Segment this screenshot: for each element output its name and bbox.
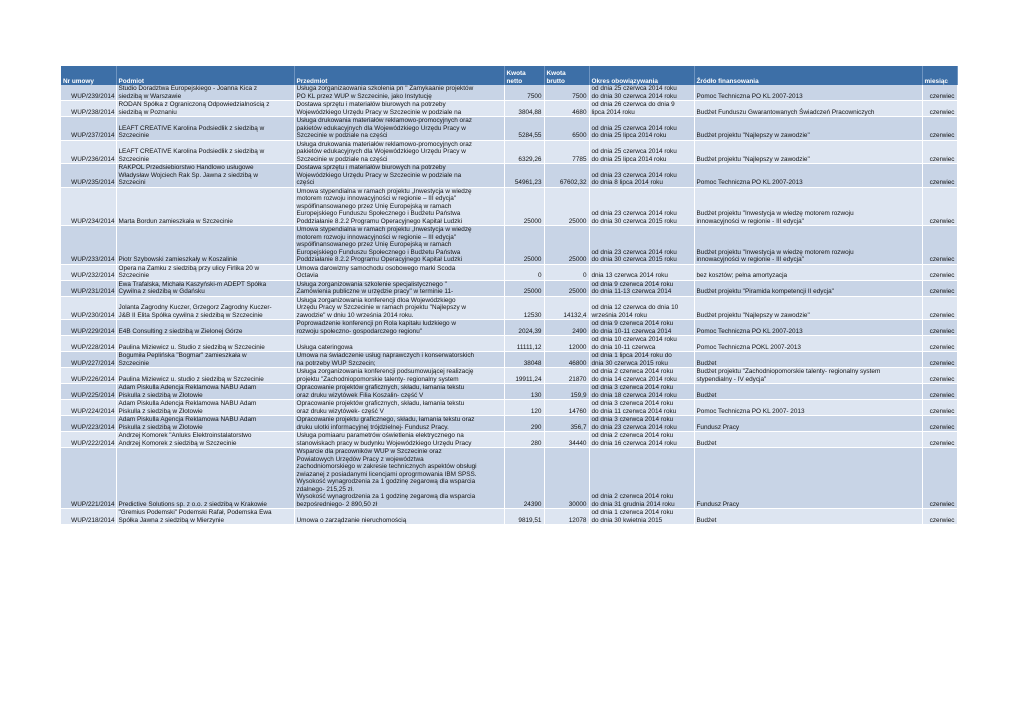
table-row — [61, 400, 957, 416]
table-row — [61, 187, 957, 226]
cell-przedmiot: Opracowanie projektu graficznego, składu, łamania tekstu oraz druku ulotki informacyjnej trójdzielnej- Fundusz Pracy. — [294, 416, 504, 432]
cell-przedmiot: Umowa stypendialna w ramach projektu „Inwestycja w wiedzę motorem rozwoju innowacyjności w regionie – III edycja" współfinansowanego przez Unię Europejską w ramach Europejskiego Funduszu Społecznego i Budżetu Państwa Poddziałanie 8.2.2 Programu Operacyjnego Kapitał Ludzki — [294, 226, 504, 265]
table-row — [61, 352, 957, 368]
table-row — [61, 117, 957, 141]
cell-przedmiot: Umowa stypendialna w ramach projektu „Inwestycja w wiedzę motorem rozwoju innowacyjności w regionie – III edycja" współfinansowanego przez Unię Europejską w ramach Europejskiego Funduszu Społecznego i Budżetu Państwa Poddziałanie 8.2.2 Programu Operacyjnego Kapitał Ludzki — [294, 187, 504, 226]
cell-kwota-netto: 290 — [504, 416, 544, 432]
cell-miesiac: czerwiec — [922, 164, 957, 188]
cell-podmiot: Adam Piskulla Adencja Reklamowa NABU Adam Piskulla z siedzibą w Złotowie — [116, 400, 294, 416]
cell-miesiac: czerwiec — [922, 448, 957, 509]
cell-kwota-brutto: 34440 — [544, 432, 589, 448]
cell-miesiac: czerwiec — [922, 85, 957, 101]
cell-przedmiot: Dostawa sprzętu i materiałów biurowych na potrzeby Wojewódzkiego Urzędu Pracy w Szczecinie w podziale na — [294, 101, 504, 117]
cell-przedmiot: Umowa darowizny samochodu osobowego marki Scoda Octavia — [294, 264, 504, 280]
cell-miesiac: czerwiec — [922, 226, 957, 265]
cell-okres: od dnia 23 czerwca 2014 roku do dnia 8 lipca 2014 roku — [589, 164, 694, 188]
cell-przedmiot: Usługa zorganizowania szkolenie specjalistycznego " Zamówienia publiczne w urzędzie pracy" w terminie 11- — [294, 280, 504, 296]
table-row — [61, 336, 957, 352]
cell-kwota-brutto: 25000 — [544, 226, 589, 265]
cell-nr-umowy: WUP/230/2014 — [61, 296, 116, 320]
cell-kwota-netto: 3804,88 — [504, 101, 544, 117]
cell-zrodlo: Pomoc Techniczna PO KL 2007-2013 — [694, 320, 922, 336]
cell-przedmiot: Poprowadzenie konferencji pn Rola kapitału ludzkiego w rozwoju społeczno- gospodarczego regionu" — [294, 320, 504, 336]
cell-miesiac: czerwiec — [922, 264, 957, 280]
cell-podmiot: Jolanta Zagrodny Kuczer, Grzegorz Zagrodny Kuczer- J&B II Elita Spółka cywilna z siedzibą w Szczecinie — [116, 296, 294, 320]
cell-kwota-netto: 25000 — [504, 226, 544, 265]
cell-okres: od dnia 25 czerwca 2014 roku do dnia 25 lipca 2014 roku — [589, 140, 694, 164]
cell-kwota-brutto: 12078 — [544, 509, 589, 525]
cell-okres: od dnia 10 czerwca 2014 roku do dnia 10-11 czerwca — [589, 336, 694, 352]
cell-nr-umowy: WUP/225/2014 — [61, 384, 116, 400]
cell-okres: od dnia 2 czerwca 2014 roku do dnia 16 czerwca 2014 roku — [589, 432, 694, 448]
cell-podmiot: "Gremius Podemski" Podemski Rafał, Podemska Ewa Spółka Jawna z siedzibą w Mierzynie — [116, 509, 294, 525]
header-przedmiot: Przedmiot — [294, 66, 504, 85]
cell-przedmiot: Opracowanie projektów graficznych, składu, łamania tekstu oraz druku wizytówek Filia Koszalin- część V — [294, 384, 504, 400]
cell-nr-umowy: WUP/238/2014 — [61, 101, 116, 117]
cell-okres: od dnia 3 czerwca 2014 roku do dnia 23 czerwca 2014 roku — [589, 416, 694, 432]
table-row — [61, 101, 957, 117]
header-kwota-brutto: Kwota brutto — [544, 66, 589, 85]
cell-okres: od dnia 25 czerwca 2014 roku do dnia 25 lipca 2014 roku — [589, 117, 694, 141]
cell-okres: dnia 13 czerwca 2014 roku — [589, 264, 694, 280]
cell-zrodlo: Pomoc Techniczna PO KL 2007-2013 — [694, 164, 922, 188]
cell-przedmiot: Dostawa sprzętu i materiałów biurowych na potrzeby Wojewódzkiego Urzędu Pracy w Szczecinie w podziale na części — [294, 164, 504, 188]
cell-przedmiot: Wsparcie dla pracowników WUP w Szczecinie oraz Powiatowych Urzędów Pracy z województwa zachodniomorskiego w zakresie technicznych aspektów obsługi zwiazanej z posiadanymi licencjami oprogrmowania IBM SPSS. Wysokość wynagrodzenia za 1 godzinę zegarową dla wsparcia zdalnego- 215,25 zł. Wysokość wynagrodzenia za 1 godzinę zegarową dla wsparcia bezpośredniego- 2 890,50 zł — [294, 448, 504, 509]
cell-kwota-brutto: 159,9 — [544, 384, 589, 400]
cell-zrodlo: Budżet projektu "Piramida kompetencji II edycja" — [694, 280, 922, 296]
cell-kwota-netto: 38048 — [504, 352, 544, 368]
cell-zrodlo: Pomoc Techniczna PO KL 2007-2013 — [694, 85, 922, 101]
cell-kwota-brutto: 46800 — [544, 352, 589, 368]
table-row — [61, 320, 957, 336]
cell-przedmiot: Umowa o zarządzanie nieruchomością — [294, 509, 504, 525]
cell-miesiac: czerwiec — [922, 384, 957, 400]
cell-kwota-netto: 24390 — [504, 448, 544, 509]
cell-podmiot: Paulina Miziewicz u. Studio z siedzibą w Szczecinie — [116, 336, 294, 352]
cell-podmiot: LEAFT CREATIVE Karolina Podsiedlik z siedzibą w Szczecinie — [116, 140, 294, 164]
cell-podmiot: LEAFT CREATIVE Karolina Podsiedlik z siedzibą w Szczecinie — [116, 117, 294, 141]
cell-nr-umowy: WUP/235/2014 — [61, 164, 116, 188]
cell-kwota-netto: 9819,51 — [504, 509, 544, 525]
cell-kwota-brutto: 0 — [544, 264, 589, 280]
cell-okres: od dnia 9 czerwca 2014 roku do dnia 10-11 czerwca 2014 — [589, 320, 694, 336]
cell-zrodlo: Budżet — [694, 432, 922, 448]
cell-okres: od dnia 23 czerwca 2014 roku do dnia 30 czerwca 2015 roku — [589, 187, 694, 226]
cell-okres: od dnia 25 czerwca 2014 roku do dnia 30 czerwca 2014 roku — [589, 85, 694, 101]
cell-miesiac: czerwiec — [922, 336, 957, 352]
header-row — [61, 66, 957, 85]
cell-podmiot: RAKPOL Przedsiebiorstwo Handlowo usługowe Władysław Wojciech Rak Sp. Jawna z siedzibą w Szczecini — [116, 164, 294, 188]
contracts-table — [61, 66, 958, 525]
cell-nr-umowy: WUP/233/2014 — [61, 226, 116, 265]
cell-nr-umowy: WUP/228/2014 — [61, 336, 116, 352]
cell-miesiac: czerwiec — [922, 187, 957, 226]
cell-podmiot: E4B Consulting z siedzibą w Zielonej Górze — [116, 320, 294, 336]
cell-miesiac: czerwiec — [922, 320, 957, 336]
cell-miesiac: czerwiec — [922, 432, 957, 448]
cell-zrodlo: Pomoc Techniczna PO KL 2007- 2013 — [694, 400, 922, 416]
cell-zrodlo: Budżet projektu "Najlepszy w zawodzie" — [694, 117, 922, 141]
cell-podmiot: Marta Bordun zamieszkała w Szczecinie — [116, 187, 294, 226]
cell-przedmiot: Usługa zorganizaowania szkolenia pn " Zamykaanie projektów PO KL przez WUP w Szczecinie, jako Instytucję — [294, 85, 504, 101]
cell-kwota-netto: 130 — [504, 384, 544, 400]
cell-zrodlo: Budżet projektu "Najlepszy w zawodzie" — [694, 296, 922, 320]
cell-podmiot: Andrzej Komorek "Anluks Elektroinstalatorstwo Andrzej Komorek z siedzibą w Szczecinie — [116, 432, 294, 448]
cell-zrodlo: Budżet — [694, 384, 922, 400]
cell-okres: od dnia 12 czerwca do dnia 10 września 2014 roku — [589, 296, 694, 320]
cell-zrodlo: Budżet — [694, 509, 922, 525]
cell-przedmiot: Opracowanie projektów graficznych, składu, łamania tekstu oraz druku wizytówek- część V — [294, 400, 504, 416]
cell-nr-umowy: WUP/234/2014 — [61, 187, 116, 226]
cell-miesiac: czerwiec — [922, 140, 957, 164]
cell-nr-umowy: WUP/231/2014 — [61, 280, 116, 296]
cell-miesiac: czerwiec — [922, 352, 957, 368]
table-row — [61, 164, 957, 188]
cell-miesiac: czerwiec — [922, 117, 957, 141]
cell-kwota-netto: 280 — [504, 432, 544, 448]
cell-przedmiot: Usługa zorganizowania konferencji dloa Wojewódzkiego Urzędu Pracy w Szczecinie w ramach projektu "Najlepszy w zawodzie" w dniu 10 września 2014 roku. — [294, 296, 504, 320]
cell-kwota-brutto: 7500 — [544, 85, 589, 101]
cell-podmiot: Studio Doradztwa Europejskiego - Joanna Kica z siedzibą w Warszawie — [116, 85, 294, 101]
table-row — [61, 448, 957, 509]
cell-nr-umowy: WUP/227/2014 — [61, 352, 116, 368]
cell-okres: od dnia 3 czerwca 2014 roku do dnia 18 czerwca 2014 roku — [589, 384, 694, 400]
cell-zrodlo: Budżet Funduszu Gwarantowanych Świadczeń Pracowniczych — [694, 101, 922, 117]
cell-okres: od dnia 1 czerwca 2014 roku do dnia 30 kwietnia 2015 — [589, 509, 694, 525]
cell-miesiac: czerwiec — [922, 400, 957, 416]
cell-nr-umowy: WUP/218/2014 — [61, 509, 116, 525]
header-podmiot: Podmiot — [116, 66, 294, 85]
cell-podmiot: Adam Piskulla Agencja Reklamowa NABU Adam Piskulla z siedzibą w Złotowie — [116, 416, 294, 432]
cell-kwota-brutto: 14132,4 — [544, 296, 589, 320]
cell-nr-umowy: WUP/232/2014 — [61, 264, 116, 280]
header-okres: Okres obowiązywania — [589, 66, 694, 85]
cell-zrodlo: Pomoc Techniczna POKL 2007-2013 — [694, 336, 922, 352]
cell-nr-umowy: WUP/221/2014 — [61, 448, 116, 509]
cell-kwota-netto: 120 — [504, 400, 544, 416]
table-row — [61, 280, 957, 296]
cell-podmiot: Predictive Solutions sp. z o.o. z siedzibą w Krakowie — [116, 448, 294, 509]
cell-kwota-netto: 11111,12 — [504, 336, 544, 352]
cell-kwota-netto: 25000 — [504, 187, 544, 226]
header-miesiac: miesiąc — [922, 66, 957, 85]
header-nr-umowy: Nr umowy — [61, 66, 116, 85]
table-body — [61, 85, 957, 525]
contracts-sheet — [61, 66, 957, 525]
cell-okres: od dnia 2 czerwca 2014 roku do dnia 31 grudnia 2014 roku — [589, 448, 694, 509]
cell-nr-umowy: WUP/239/2014 — [61, 85, 116, 101]
cell-kwota-netto: 54961,23 — [504, 164, 544, 188]
cell-okres: od dnia 23 czerwca 2014 roku do dnia 30 czerwca 2015 roku — [589, 226, 694, 265]
cell-kwota-netto: 25000 — [504, 280, 544, 296]
cell-kwota-netto: 5284,55 — [504, 117, 544, 141]
cell-przedmiot: Usługa drukowania materiałów reklamowo-promocyjnych oraz pakietów edukacyjnych dla Wojewódzkiego Urzędu Pracy w Szczecinie w podziale na części — [294, 140, 504, 164]
cell-zrodlo: Budżet projektu "Inwestycja w wiedzę motorem rozwoju innowacyjności w regionie - III edycja" — [694, 226, 922, 265]
cell-przedmiot: Usługa cateringowa — [294, 336, 504, 352]
cell-miesiac: czerwiec — [922, 296, 957, 320]
cell-podmiot: Piotr Szybowski zamieszkały w Koszalinie — [116, 226, 294, 265]
cell-okres: od dnia 3 czerwca 2014 roku do dnia 11 czerwca 2014 roku — [589, 400, 694, 416]
table-row — [61, 416, 957, 432]
cell-podmiot: Paulina Miziewicz u. studio z siedzibą w Szczecinie — [116, 368, 294, 384]
cell-nr-umowy: WUP/223/2014 — [61, 416, 116, 432]
cell-przedmiot: Usługa pomiaaru parametrów oświetlenia elektrycznego na stanowiskach pracy w budynku Wojewódzkiego Urzędu Pracy — [294, 432, 504, 448]
cell-kwota-brutto: 6500 — [544, 117, 589, 141]
cell-przedmiot: Usługa drukowania materiałów reklamowo-promocyjnych oraz pakietów edukacyjnych dla Wojewódzkiego Urzędu Pracy w Szczecinie w podziale na części — [294, 117, 504, 141]
cell-kwota-netto: 0 — [504, 264, 544, 280]
cell-kwota-brutto: 67602,32 — [544, 164, 589, 188]
cell-zrodlo: Budżet projektu "Inwestycja w wiedzę motorem rozwoju innowacyjności w regionie - III edycja" — [694, 187, 922, 226]
cell-przedmiot: Usługa zorganizowania konferencji podsumowującej realizację projektu "Zachodniopomorskie talenty- regionalny system — [294, 368, 504, 384]
table-row — [61, 432, 957, 448]
cell-okres: od dnia 2 czerwca 2014 roku do dnia 14 czerwca 2014 roku — [589, 368, 694, 384]
cell-nr-umowy: WUP/222/2014 — [61, 432, 116, 448]
cell-miesiac: czerwiec — [922, 416, 957, 432]
table-row — [61, 509, 957, 525]
cell-nr-umowy: WUP/226/2014 — [61, 368, 116, 384]
cell-kwota-brutto: 30000 — [544, 448, 589, 509]
cell-kwota-brutto: 21870 — [544, 368, 589, 384]
header-kwota-netto: Kwota netto — [504, 66, 544, 85]
cell-podmiot: RODAN Spółka z Ograniczoną Odpowiedzialnością z siedzibą w Poznaniu — [116, 101, 294, 117]
cell-podmiot: Adam Piskulla Adencja Reklamowa NABU Adam Piskulla z siedzibą w Złotowie — [116, 384, 294, 400]
cell-nr-umowy: WUP/224/2014 — [61, 400, 116, 416]
table-row — [61, 368, 957, 384]
table-header — [61, 66, 957, 85]
cell-kwota-brutto: 25000 — [544, 280, 589, 296]
cell-kwota-netto: 6329,26 — [504, 140, 544, 164]
cell-miesiac: czerwiec — [922, 101, 957, 117]
cell-kwota-brutto: 12000 — [544, 336, 589, 352]
cell-kwota-netto: 2024,39 — [504, 320, 544, 336]
cell-zrodlo: Fundusz Pracy — [694, 448, 922, 509]
cell-kwota-netto: 19911,24 — [504, 368, 544, 384]
cell-kwota-brutto: 356,7 — [544, 416, 589, 432]
cell-zrodlo: Budżet projektu "Zachodniopomorskie talenty- regionalny system stypendialny - IV edycja" — [694, 368, 922, 384]
table-row — [61, 140, 957, 164]
table-row — [61, 384, 957, 400]
cell-nr-umowy: WUP/237/2014 — [61, 117, 116, 141]
cell-kwota-brutto: 14760 — [544, 400, 589, 416]
cell-kwota-brutto: 25000 — [544, 187, 589, 226]
table-row — [61, 85, 957, 101]
cell-zrodlo: bez kosztów; pełna amortyzacja — [694, 264, 922, 280]
cell-kwota-brutto: 7785 — [544, 140, 589, 164]
cell-miesiac: czerwiec — [922, 280, 957, 296]
table-row — [61, 264, 957, 280]
cell-nr-umowy: WUP/229/2014 — [61, 320, 116, 336]
cell-kwota-brutto: 4680 — [544, 101, 589, 117]
cell-kwota-brutto: 2490 — [544, 320, 589, 336]
cell-zrodlo: Budżet — [694, 352, 922, 368]
cell-kwota-netto: 7500 — [504, 85, 544, 101]
cell-przedmiot: Umowa na świadczenie usług naprawczych i konserwatorskich na potrzeby WUP Szczecin; — [294, 352, 504, 368]
header-zrodlo: Źródło finansowania — [694, 66, 922, 85]
cell-okres: od dnia 26 czerwca do dnia 9 lipca 2014 roku — [589, 101, 694, 117]
cell-kwota-netto: 12530 — [504, 296, 544, 320]
cell-podmiot: Opera na Zamku z siedzibą przy ulicy Firlika 20 w Szczecinie — [116, 264, 294, 280]
cell-okres: od dnia 1 lipca 2014 roku do dnia 30 czerwca 2015 roku — [589, 352, 694, 368]
table-row — [61, 226, 957, 265]
cell-zrodlo: Fundusz Pracy — [694, 416, 922, 432]
cell-zrodlo: Budżet projektu "Najlepszy w zawodzie" — [694, 140, 922, 164]
cell-miesiac: czerwiec — [922, 368, 957, 384]
cell-podmiot: Bogumiła Peplińska "Bogmar" zamieszkała w Szczecinie — [116, 352, 294, 368]
table-row — [61, 296, 957, 320]
cell-miesiac: czerwiec — [922, 509, 957, 525]
cell-nr-umowy: WUP/236/2014 — [61, 140, 116, 164]
cell-podmiot: Ewa Trafalska, Michała Kaszyński-m ADEPT Spółka Cywilna z siedzibą w Gdańsku — [116, 280, 294, 296]
cell-okres: od dnia 9 czerwca 2014 roku do dnia 11-13 czerwca 2014 — [589, 280, 694, 296]
